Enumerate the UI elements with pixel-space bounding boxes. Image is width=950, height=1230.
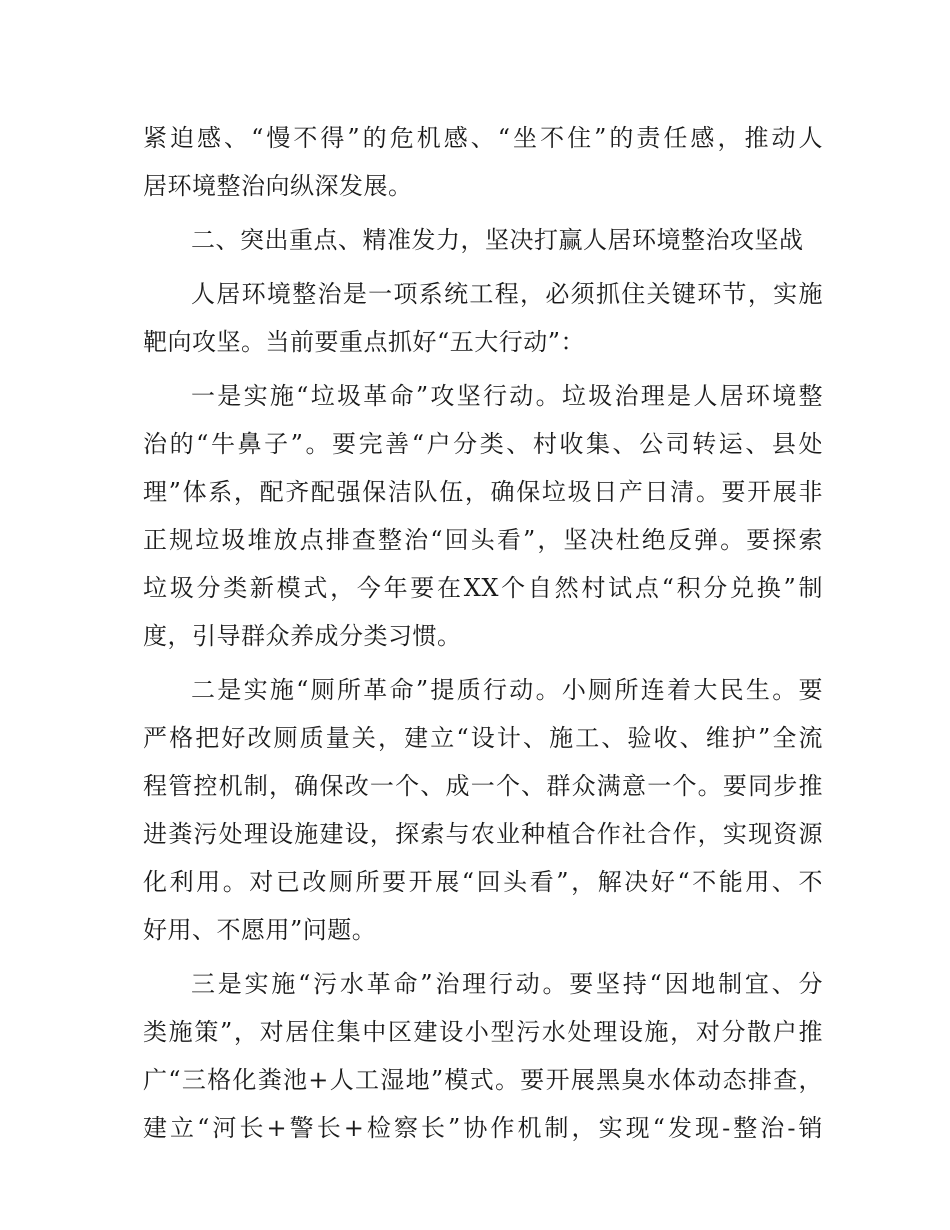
text-line: 一是实施“垃圾革命”攻坚行动。垃圾治理是人居环境整 (191, 382, 823, 410)
text-line: 治的“牛鼻子”。要完善“户分类、村收集、公司转运、县处 (143, 430, 823, 458)
paragraph-garbage-revolution (143, 372, 823, 660)
paragraph-sewage-revolution (143, 960, 823, 1152)
document-page (143, 114, 823, 1152)
text-line: 建立“河长+警长+检察长”协作机制，实现“发现-整治-销 (143, 1114, 823, 1142)
text-line: 严格把好改厕质量关，建立“设计、施工、验收、维护”全流 (143, 724, 823, 752)
text-line: 类施策”，对居住集中区建设小型污水处理设施，对分散户推 (143, 1018, 823, 1046)
paragraph-intro (143, 270, 823, 366)
paragraph-continuation (143, 114, 823, 210)
text-line: 广“三格化粪池+人工湿地”模式。要开展黑臭水体动态排查， (143, 1066, 823, 1094)
text-line: 进粪污处理设施建设，探索与农业种植合作社合作，实现资源 (143, 820, 823, 848)
text-line: 紧迫感、“慢不得”的危机感、“坐不住”的责任感，推动人 (143, 124, 823, 152)
section-heading (143, 216, 823, 264)
text-line: 好用、不愿用”问题。 (143, 916, 377, 944)
text-line: 人居环境整治是一项系统工程，必须抓住关键环节，实施 (191, 280, 823, 308)
text-line: 理”体系，配齐配强保洁队伍，确保垃圾日产日清。要开展非 (143, 478, 823, 506)
text-line: 三是实施“污水革命”治理行动。要坚持“因地制宜、分 (191, 970, 823, 998)
text-line: 居环境整治向纵深发展。 (143, 172, 413, 200)
heading-line: 二、突出重点、精准发力，坚决打赢人居环境整治攻坚战 (191, 226, 804, 254)
text-line: 化利用。对已改厕所要开展“回头看”，解决好“不能用、不 (143, 868, 823, 896)
text-line: 垃圾分类新模式，今年要在XX个自然村试点“积分兑换”制 (143, 574, 823, 602)
text-line: 靶向攻坚。当前要重点抓好“五大行动”： (143, 328, 586, 356)
text-line: 程管控机制，确保改一个、成一个、群众满意一个。要同步推 (143, 772, 823, 800)
paragraph-toilet-revolution (143, 666, 823, 954)
text-line: 正规垃圾堆放点排查整治“回头看”，坚决杜绝反弹。要探索 (143, 526, 823, 554)
text-line: 二是实施“厕所革命”提质行动。小厕所连着大民生。要 (191, 676, 823, 704)
text-line: 度，引导群众养成分类习惯。 (143, 622, 462, 650)
